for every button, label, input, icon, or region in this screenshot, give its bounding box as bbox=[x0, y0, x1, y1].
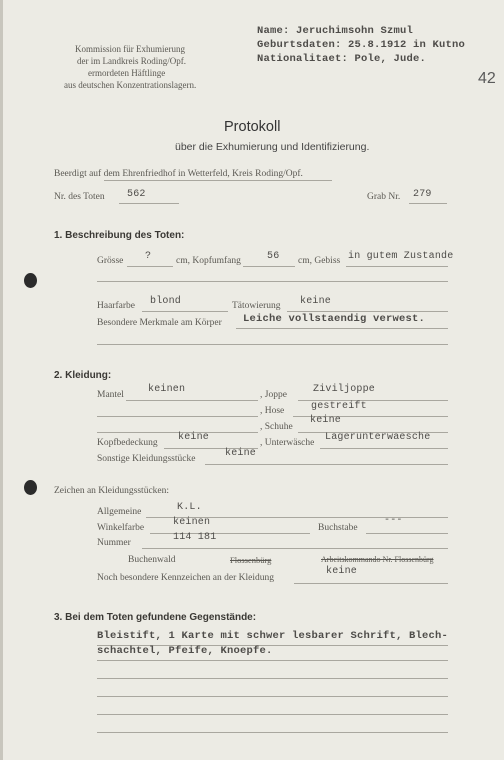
coat-value: keinen bbox=[148, 384, 186, 395]
commission-line-1: Kommission für Exhumierung bbox=[75, 44, 185, 54]
triangle-color-label: Winkelfarbe bbox=[97, 523, 145, 533]
section-1-title: 1. Beschreibung des Toten: bbox=[54, 230, 185, 241]
grave-number-value: 279 bbox=[413, 189, 432, 200]
more-marks-line bbox=[294, 583, 448, 584]
triangle-color-value: keinen bbox=[173, 517, 211, 528]
commission-line-2: der im Landkreis Roding/Opf. bbox=[77, 56, 186, 66]
other-clothing-value: keine bbox=[225, 448, 257, 459]
found-items-rule-5 bbox=[97, 714, 448, 715]
dead-number-line bbox=[119, 203, 179, 204]
height-label: Grösse bbox=[97, 256, 124, 266]
section-2-title: 2. Kleidung: bbox=[54, 370, 112, 381]
dead-number-label: Nr. des Toten bbox=[54, 192, 105, 202]
shoes-value: keine bbox=[310, 415, 342, 426]
punch-hole-bottom bbox=[24, 480, 37, 495]
section-3-title: 3. Bei dem Toten gefundene Gegenstände: bbox=[54, 612, 257, 623]
head-circumference-line bbox=[243, 266, 295, 267]
number-label: Nummer bbox=[97, 538, 131, 548]
grave-number-label: Grab Nr. bbox=[367, 192, 401, 202]
found-items-line-2: schachtel, Pfeife, Knoepfe. bbox=[97, 645, 273, 657]
underwear-label: , Unterwäsche bbox=[260, 438, 315, 448]
page-number: 42 bbox=[478, 70, 496, 87]
found-items-line-1: Bleistift, 1 Karte mit schwer lesbarer Schrift, Blech- bbox=[97, 630, 449, 642]
teeth-line bbox=[346, 266, 448, 267]
camp-buchenwald: Buchenwald bbox=[128, 555, 176, 565]
marks-value: Leiche vollstaendig verwest. bbox=[243, 313, 426, 325]
letter-value: --- bbox=[384, 515, 403, 526]
letter-line bbox=[366, 533, 448, 534]
jacket-label: , Joppe bbox=[260, 390, 287, 400]
trousers-blank-line bbox=[97, 416, 258, 417]
teeth-label: cm, Gebiss bbox=[298, 256, 341, 266]
clothing-marks-title: Zeichen an Kleidungsstücken: bbox=[54, 486, 170, 496]
shoes-label: , Schuhe bbox=[260, 422, 293, 432]
commission-line-3: ermordeten Häftlinge bbox=[88, 68, 166, 78]
more-marks-label: Noch besondere Kennzeichen an der Kleidung bbox=[97, 573, 274, 583]
teeth-value: in gutem Zustande bbox=[348, 251, 454, 262]
punch-hole-top bbox=[24, 273, 37, 288]
underwear-value: Lagerunterwaesche bbox=[325, 432, 431, 443]
hair-line bbox=[142, 311, 228, 312]
person-nationality: Nationalitaet: Pole, Jude. bbox=[257, 53, 427, 65]
hat-label: Kopfbedeckung bbox=[97, 438, 158, 448]
section-1-blank-line-2 bbox=[97, 344, 448, 345]
camp-arbeitskommando: Arbeitskommando Nr. Flossenbürg bbox=[321, 555, 434, 564]
grave-number-line bbox=[409, 203, 447, 204]
section-1-blank-line-1 bbox=[97, 281, 448, 282]
number-line bbox=[142, 548, 448, 549]
document-title: Protokoll bbox=[224, 119, 281, 135]
head-circumference-value: 56 bbox=[267, 251, 280, 262]
other-clothing-label: Sonstige Kleidungsstücke bbox=[97, 454, 196, 464]
head-circumference-label: cm, Kopfumfang bbox=[176, 256, 241, 266]
camp-flossenbuerg: Flossenbürg bbox=[230, 555, 272, 565]
person-name: Name: Jeruchimsohn Szmul bbox=[257, 25, 414, 37]
found-items-rule-3 bbox=[97, 678, 448, 679]
tattoo-label: Tätowierung bbox=[232, 301, 281, 311]
hair-value: blond bbox=[150, 296, 182, 307]
burial-underline bbox=[104, 180, 332, 181]
commission-line-4: aus deutschen Konzentrationslagern. bbox=[64, 80, 197, 90]
coat-line bbox=[126, 400, 258, 401]
marks-label: Besondere Merkmale am Körper bbox=[97, 318, 222, 328]
trousers-label: , Hose bbox=[260, 406, 285, 416]
found-items-rule-6 bbox=[97, 732, 448, 733]
dead-number-value: 562 bbox=[127, 189, 146, 200]
tattoo-line bbox=[287, 311, 448, 312]
page-edge-shadow bbox=[0, 0, 3, 760]
height-value: ? bbox=[145, 251, 152, 262]
jacket-value: Ziviljoppe bbox=[313, 384, 376, 395]
tattoo-value: keine bbox=[300, 296, 332, 307]
other-clothing-line bbox=[205, 464, 448, 465]
general-mark-value: K.L. bbox=[177, 502, 202, 513]
coat-label: Mantel bbox=[97, 390, 124, 400]
height-line bbox=[127, 266, 173, 267]
trousers-value: gestreift bbox=[311, 401, 367, 412]
more-marks-value: keine bbox=[326, 566, 358, 577]
hat-value: keine bbox=[178, 432, 210, 443]
letter-label: Buchstabe bbox=[318, 523, 358, 533]
marks-line bbox=[236, 328, 448, 329]
hair-label: Haarfarbe bbox=[97, 301, 135, 311]
found-items-rule-2 bbox=[97, 660, 448, 661]
underwear-line bbox=[320, 448, 448, 449]
person-birth: Geburtsdaten: 25.8.1912 in Kutno bbox=[257, 39, 466, 51]
burial-place: Beerdigt auf dem Ehrenfriedhof in Wetterfeld, Kreis Roding/Opf. bbox=[54, 169, 303, 179]
number-value: 114 181 bbox=[173, 532, 217, 543]
found-items-rule-4 bbox=[97, 696, 448, 697]
general-mark-label: Allgemeine bbox=[97, 507, 142, 517]
document-subtitle: über die Exhumierung und Identifizierung. bbox=[175, 141, 370, 153]
